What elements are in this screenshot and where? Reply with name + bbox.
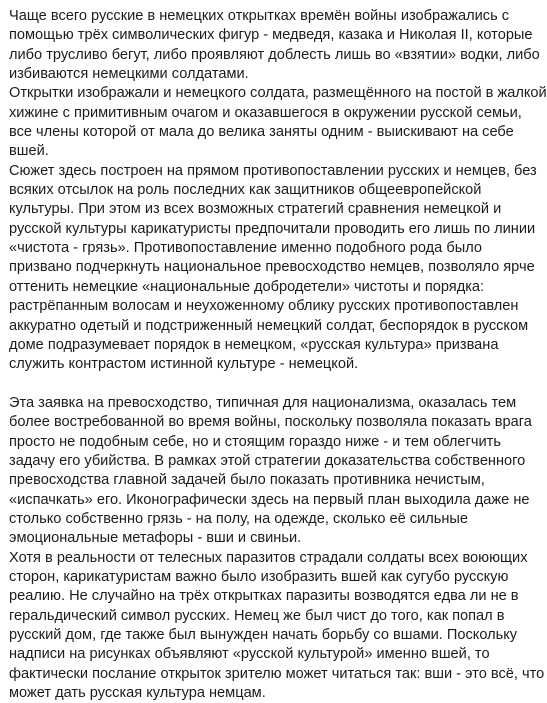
text-line: культуры. При этом из всех возможных стратегий сравнения немецкой и (9, 201, 502, 218)
text-line: призвано подчеркнуть национальное превосходство немцев, позволяло ярче (9, 259, 535, 276)
paragraph-4 (9, 394, 532, 549)
text-line: либо трусливо бегут, либо проявляют доблесть лишь во «взятии» водки, либо (9, 46, 540, 63)
text-line: служить контрастом истинной культуре - немецкой. (9, 356, 359, 373)
text-line: Чаще всего русские в немецких открытках времён войны изображались с (9, 8, 510, 24)
text-line: доме подразумевает порядок в немецком, «русская культура» призвана (9, 336, 499, 353)
text-line: превосходства главной задачей было показать противника нечистым, (9, 472, 485, 489)
text-line: сторон, карикатуристам важно было изобразить вшей как сугубо русскую (9, 568, 509, 585)
text-line: русский дом, где также был вынужден начать борьбу со вшами. Поскольку (9, 627, 518, 643)
text-line: Открытки изображали и немецкого солдата, размещённого на постой в жалкой (9, 85, 547, 102)
paragraph-spacer (9, 375, 492, 394)
text-line: просто не подобным себе, но и стоящим гораздо ниже - и тем облегчить (9, 433, 501, 450)
paragraph-1 (9, 7, 540, 84)
text-line: эмоциональные метафоры - вши и свиньи. (9, 530, 302, 547)
text-line: растрёпанным волосам и неухоженному облику русских противопоставлен (9, 298, 519, 315)
document-body (9, 7, 547, 703)
paragraph-2 (9, 84, 547, 161)
text-line: задачу его убийства. В рамках этой стратегии доказательства собственного (9, 452, 526, 469)
text-line: избиваются немецкими солдатами. (9, 66, 249, 83)
text-line: надписи на рисунках объявляют «русской культурой» именно вшей, то (9, 646, 490, 663)
text-line: Хотя в реальности от телесных паразитов страдали солдаты всех воюющих (9, 549, 528, 566)
text-line: реалию. Не случайно на трёх открытках паразиты возводятся едва ли не в (9, 588, 519, 605)
text-line: всяких отсылок на роль последних как защитников общеевропейской (9, 182, 482, 199)
text-line: русской культуры карикатуристы предпочитали проводить его лишь по линии (9, 220, 536, 237)
text-line: «испачкать» его. Иконографически здесь на первый план выходила даже не (9, 491, 530, 508)
text-line: может дать русская культура немцам. (9, 685, 266, 702)
text-line: столько собственно грязь - на полу, на одежде, сколько её сильные (9, 510, 469, 527)
text-line: геральдический символ русских. Немец же был чист до того, как попал в (9, 607, 505, 624)
text-line: помощью трёх символических фигур - медведя, казака и Николая II, которые (9, 27, 533, 44)
paragraph-5 (9, 549, 545, 703)
text-line: фактически послание открыток зрителю может читаться так: вши - это всё, что (9, 665, 545, 682)
text-line: вшей. (9, 143, 49, 160)
text-line: более востребованной во время войны, поскольку позволяла показать врага (9, 414, 532, 431)
paragraph-3 (9, 162, 537, 375)
text-line: Эта заявка на превосходство, типичная для национализма, оказалась тем (9, 394, 517, 411)
text-line: оттенить немецкие «национальные добродетели» чистоты и порядка: (9, 278, 485, 295)
text-line: хижине с примитивным очагом и оказавшегося в окружении русской семьи, (9, 104, 522, 121)
text-line: «чистота - грязь». Противопоставление именно подобного рода было (9, 240, 482, 257)
text-line: аккуратно одетый и подстриженный немецкий солдат, беспорядок в русском (9, 317, 529, 334)
text-line: Сюжет здесь построен на прямом противопоставлении русских и немцев, без (9, 162, 537, 179)
text-line: все члены которой от мала до велика заняты одним - выискивают на себе (9, 124, 514, 141)
